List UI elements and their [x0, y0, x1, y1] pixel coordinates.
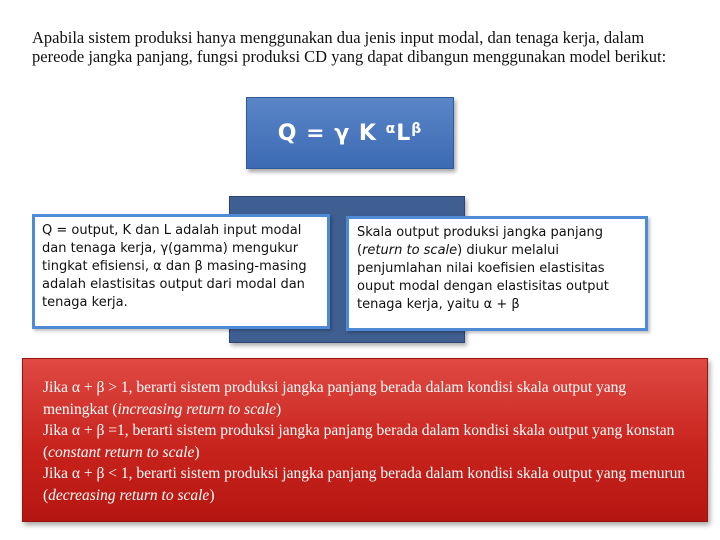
condition-increasing-text: Jika α + β > 1, berarti sistem produksi jangka panjang berada dalam kondisi skala output yang meningkat ( — [43, 379, 627, 418]
condition-increasing — [43, 377, 693, 420]
condition-increasing-close: ) — [276, 400, 282, 418]
variable-definitions-text: Q = output, K dan L adalah input modal dan tenaga kerja, γ(gamma) mengukur tingkat efisiensi, α dan β masing-masing adalah elastisitas output dari modal dan tenaga kerja. — [42, 223, 307, 310]
formula-box — [246, 97, 454, 169]
condition-decreasing — [43, 463, 693, 506]
condition-decreasing-term: decreasing return to scale — [48, 486, 210, 504]
formula-beta: β — [411, 120, 423, 137]
return-to-scale-pre: Skala output produksi jangka panjang ( — [357, 225, 604, 258]
condition-constant-close: ) — [194, 443, 200, 461]
condition-increasing-term: increasing return to scale — [117, 400, 277, 418]
condition-constant — [43, 420, 693, 463]
return-to-scale-term: return to scale — [362, 243, 458, 258]
formula-base: Q = γ K — [277, 120, 386, 146]
formula-alpha: α — [385, 120, 397, 137]
return-to-scale-post: ) diukur melalui penjumlahan nilai koefisien elastisitas ouput modal dengan elastisitas output tenaga kerja, yaitu α + β — [357, 243, 609, 312]
condition-constant-term: constant return to scale — [48, 443, 195, 461]
condition-decreasing-text: Jika α + β < 1, berarti sistem produksi jangka panjang berada dalam kondisi skala output yang menurun ( — [43, 465, 686, 504]
production-function-formula — [278, 121, 423, 146]
condition-constant-text: Jika α + β =1, berarti sistem produksi jangka panjang berada dalam kondisi skala output yang konstan ( — [43, 422, 675, 461]
variable-definitions-box — [32, 214, 330, 329]
return-to-scale-box — [346, 216, 648, 331]
condition-decreasing-close: ) — [209, 486, 215, 504]
intro-paragraph: Apabila sistem produksi hanya menggunakan dua jenis input modal, dan tenaga kerja, dalam pereode jangka panjang, fungsi produksi CD yang dapat dibangun menggunakan model berikut: — [32, 28, 667, 66]
conditions-box — [22, 358, 708, 522]
formula-l: L — [396, 120, 412, 146]
